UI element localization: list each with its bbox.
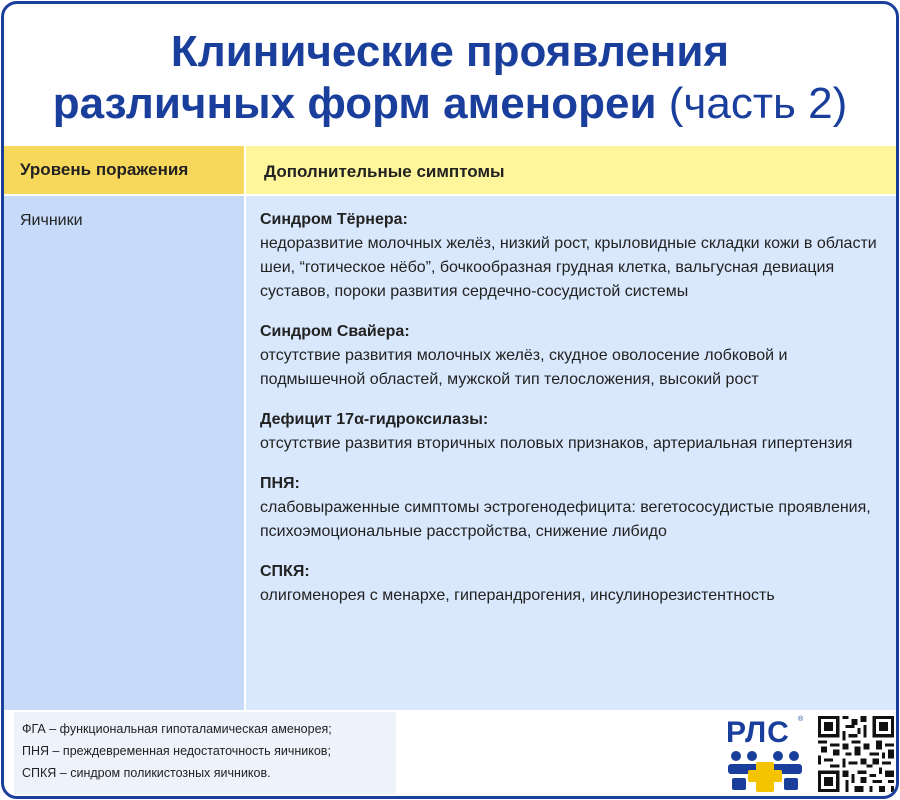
page-title	[4, 26, 896, 130]
logo-text: РЛС	[726, 716, 790, 749]
rls-logo	[726, 716, 804, 792]
symptom-item	[260, 208, 882, 304]
symptom-desc: слабовыраженные симптомы эстрогенодефицита: вегетососудистые проявления, психоэмоциональные расстройства, снижение либидо	[260, 499, 871, 540]
symptoms-cell	[246, 196, 899, 710]
header-symptoms: Дополнительные симптомы	[246, 146, 899, 194]
table-header	[4, 146, 899, 194]
header-level: Уровень поражения	[4, 146, 244, 194]
footnote-line: ПНЯ – преждевременная недостаточность яичников;	[22, 744, 331, 758]
abbreviations-footnote	[14, 712, 396, 794]
symptom-item	[260, 408, 882, 456]
symptom-desc: отсутствие развития молочных желёз, скудное оволосение лобковой и подмышечной областей, мужской тип телосложения, высокий рост	[260, 347, 788, 388]
symptom-desc: отсутствие развития вторичных половых признаков, артериальная гипертензия	[260, 435, 853, 452]
level-cell: Яичники	[4, 196, 244, 710]
title-line-1: Клинические проявления	[170, 27, 730, 76]
symptom-item	[260, 560, 882, 608]
logo-people-cross-icon	[726, 750, 804, 794]
symptom-desc: олигоменорея с менархе, гиперандрогения, инсулинорезистентность	[260, 587, 775, 604]
title-line-2-bold: различных форм аменореи	[52, 79, 657, 128]
logo-registered-mark: ®	[798, 716, 804, 723]
footnote-line: СПКЯ – синдром поликистозных яичников.	[22, 766, 271, 780]
symptom-name: Синдром Свайера:	[260, 323, 410, 340]
table-row	[4, 196, 899, 710]
qr-code-icon	[818, 716, 894, 792]
title-part-label: (часть 2)	[668, 79, 848, 128]
symptom-item	[260, 320, 882, 392]
symptom-desc: недоразвитие молочных желёз, низкий рост, крыловидные складки кожи в области шеи, “готическое нёбо”, бочкообразная грудная клетка, вальгусная девиация суставов, пороки развития сердечно-сосудистой системы	[260, 235, 877, 300]
title-line-2	[4, 78, 896, 130]
symptom-name: СПКЯ:	[260, 563, 310, 580]
footnote-line: ФГА – функциональная гипоталамическая аменорея;	[22, 722, 332, 736]
symptom-name: Дефицит 17α-гидроксилазы:	[260, 411, 489, 428]
infographic-frame	[1, 1, 899, 799]
symptom-name: Синдром Тёрнера:	[260, 211, 408, 228]
symptom-name: ПНЯ:	[260, 475, 300, 492]
symptom-item	[260, 472, 882, 544]
